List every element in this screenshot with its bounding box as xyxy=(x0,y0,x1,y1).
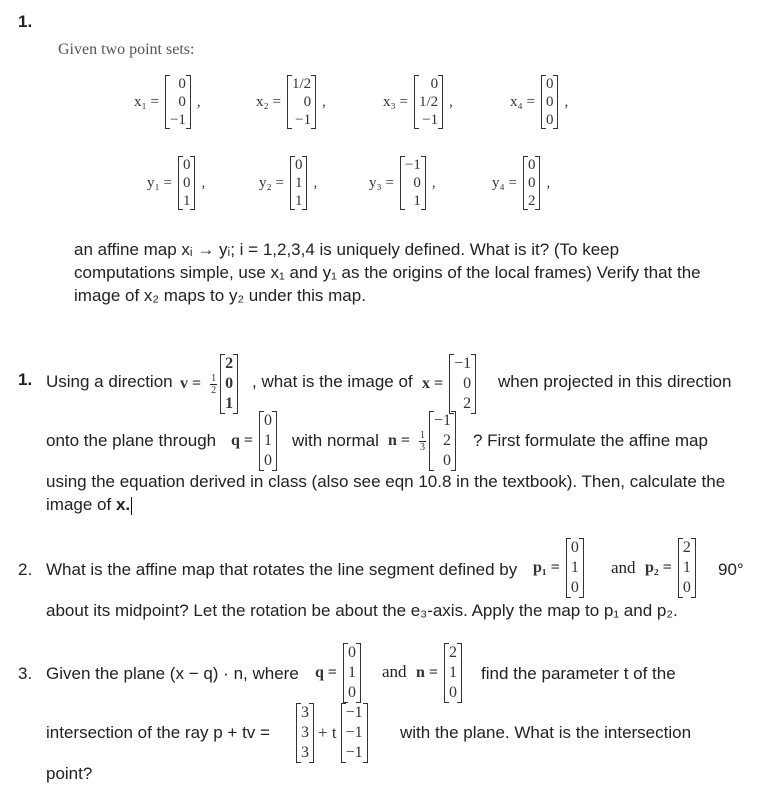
y1-component-2: 0 xyxy=(182,175,191,191)
comma: , xyxy=(449,93,453,110)
x3-equation xyxy=(383,75,453,129)
q2-text-1: What is the affine map that rotates the line segment defined by xyxy=(46,560,518,579)
q1-v-fraction-denominator: 2 xyxy=(211,384,217,396)
x3-component-2: 1/2 xyxy=(418,94,439,110)
affine-line-1: an affine map xᵢ → yᵢ; i = 1,2,3,4 is uniquely defined. What is it? (To keep xyxy=(74,240,620,259)
y3-component-1: −1 xyxy=(404,157,421,173)
q1-q-label: q = xyxy=(231,432,254,449)
comma: , xyxy=(201,174,206,191)
x3-label: x₃ = xyxy=(383,93,408,110)
q3-n-equation xyxy=(416,643,462,703)
q1-q-equation xyxy=(231,411,277,471)
q1-text-4: onto the plane through xyxy=(46,431,217,450)
x4-equation xyxy=(510,75,568,129)
q1-text-8: image of xyxy=(46,495,112,514)
comma: , xyxy=(431,174,436,191)
affine-paragraph xyxy=(74,238,754,307)
x3-component-3: −1 xyxy=(422,112,439,128)
q2-p2-vector xyxy=(678,538,696,598)
x4-component-2: 0 xyxy=(545,94,554,110)
q3-plus-t: + t xyxy=(318,723,337,742)
y4-component-3: 2 xyxy=(527,193,536,209)
q1-text-5: with normal xyxy=(292,431,379,450)
q1-n-component-2: 2 xyxy=(443,432,452,449)
q2-and-text: and xyxy=(611,558,636,577)
y2-vector xyxy=(290,156,308,210)
q1-v-vector xyxy=(220,354,238,414)
q1-q-component-3: 0 xyxy=(264,452,273,469)
x3-component-1: 0 xyxy=(430,76,439,92)
q1-v-label: v = xyxy=(180,375,202,392)
q3-q-label: q = xyxy=(315,664,338,681)
q3-q-equation xyxy=(315,643,361,703)
q3-n-component-3: 0 xyxy=(449,684,458,701)
y2-label: y₂ = xyxy=(259,174,284,191)
q1-text-6: ? First formulate the affine map xyxy=(473,431,708,450)
x2-component-3: −1 xyxy=(295,112,312,128)
q3-and-text: and xyxy=(382,662,407,681)
y2-component-3: 1 xyxy=(294,193,303,209)
y2-component-2: 1 xyxy=(294,175,303,191)
q1-v-component-2: 0 xyxy=(225,375,234,392)
x1-vector xyxy=(165,75,191,129)
x2-component-2: 0 xyxy=(303,94,312,110)
x1-equation xyxy=(134,75,201,129)
y1-vector xyxy=(178,156,196,210)
q1-text-8-x: x. xyxy=(115,495,131,514)
text-cursor xyxy=(131,497,132,515)
intro-text: Given two point sets: xyxy=(58,41,195,58)
q2-p1-label: p₁ = xyxy=(533,559,560,576)
q1-n-label: n = xyxy=(388,432,411,449)
y3-label: y₃ = xyxy=(369,174,394,191)
comma: , xyxy=(313,174,318,191)
q3-v-component-3: −1 xyxy=(345,744,363,761)
q1-n-component-1: −1 xyxy=(434,412,452,429)
x4-vector xyxy=(541,75,559,129)
q1-q-component-2: 1 xyxy=(264,432,273,449)
q1-text-3: when projected in this direction xyxy=(498,372,732,391)
y2-component-1: 0 xyxy=(294,157,303,173)
q1-v-component-1: 2 xyxy=(225,355,234,372)
question-1-number: 1. xyxy=(18,370,33,389)
comma: , xyxy=(546,174,551,191)
q1-n-fraction-numerator: 1 xyxy=(420,429,426,441)
q2-text-2: about its midpoint? Let the rotation be about the e₃-axis. Apply the map to p₁ and p₂. xyxy=(46,601,678,620)
comma: , xyxy=(564,93,569,110)
q3-p-equation xyxy=(296,703,368,763)
question-2-number: 2. xyxy=(18,560,33,579)
q3-q-component-2: 1 xyxy=(348,664,357,681)
q3-p-vector xyxy=(296,703,314,763)
q3-n-vector xyxy=(444,643,462,703)
q1-n-fraction-denominator: 3 xyxy=(420,441,426,453)
q3-n-label: n = xyxy=(416,664,439,681)
y1-component-3: 1 xyxy=(182,193,191,209)
q1-x-label: x = xyxy=(422,375,444,392)
y1-label: y₁ = xyxy=(147,174,172,191)
q1-x-component-1: −1 xyxy=(454,355,472,372)
x2-label: x₂ = xyxy=(256,93,281,110)
q3-q-component-3: 0 xyxy=(348,684,357,701)
y3-vector xyxy=(400,156,426,210)
y3-component-2: 0 xyxy=(413,175,421,191)
affine-line-2: computations simple, use x₁ and y₁ as the origins of the local frames) Verify that the xyxy=(74,263,701,282)
affine-line-3: image of x₂ maps to y₂ under this map. xyxy=(74,286,366,305)
q1-v-fraction xyxy=(210,373,217,396)
q3-p-component-2: 3 xyxy=(301,724,309,741)
q2-p2-equation xyxy=(645,538,696,598)
q3-q-vector xyxy=(343,643,361,703)
x4-component-1: 0 xyxy=(545,76,554,92)
x1-label: x₁ = xyxy=(134,93,159,110)
q1-v-component-3: 1 xyxy=(225,395,234,412)
q3-n-component-2: 1 xyxy=(449,664,458,681)
q3-text-5: point? xyxy=(46,764,93,783)
q2-p1-equation xyxy=(533,538,584,598)
x3-vector xyxy=(414,75,443,129)
q3-v-component-2: −1 xyxy=(345,724,363,741)
q3-n-component-1: 2 xyxy=(449,644,458,661)
q2-p2-component-3: 0 xyxy=(682,579,691,596)
x2-equation xyxy=(256,75,326,129)
q1-n-component-3: 0 xyxy=(443,452,452,469)
y4-label: y₄ = xyxy=(492,174,517,191)
q2-p1-vector xyxy=(566,538,584,598)
q1-v-equation xyxy=(180,354,238,414)
x2-component-1: 1/2 xyxy=(291,76,312,92)
y4-equation xyxy=(492,156,550,210)
x1-component-1: 0 xyxy=(178,76,186,92)
y4-vector xyxy=(523,156,541,210)
y4-component-2: 0 xyxy=(527,175,536,191)
q1-n-vector xyxy=(429,411,456,471)
comma: , xyxy=(196,93,201,110)
q3-text-4: with the plane. What is the intersection xyxy=(400,723,692,742)
q1-n-fraction xyxy=(419,430,426,453)
q2-p1-component-1: 0 xyxy=(570,539,579,556)
y2-equation xyxy=(259,156,317,210)
x4-component-3: 0 xyxy=(545,112,554,128)
comma: , xyxy=(322,93,326,110)
y1-equation xyxy=(147,156,205,210)
q3-p-component-3: 3 xyxy=(301,744,309,761)
q1-x-vector xyxy=(449,354,476,414)
q2-p1-component-2: 1 xyxy=(570,559,579,576)
q2-degree: 90° xyxy=(718,560,744,579)
y1-component-1: 0 xyxy=(182,157,191,173)
q3-v-vector xyxy=(341,703,368,763)
q2-p2-component-1: 2 xyxy=(682,539,691,556)
question-3-number: 3. xyxy=(18,664,33,683)
q1-text-7: using the equation derived in class (also see eqn 10.8 in the textbook). Then, calculate the xyxy=(46,472,726,491)
q3-text-1: Given the plane (x − q) · n, where xyxy=(46,664,299,683)
q1-text-8-line xyxy=(46,493,132,516)
q3-p-component-1: 3 xyxy=(301,704,309,721)
q2-p1-component-3: 0 xyxy=(570,579,579,596)
q3-v-component-1: −1 xyxy=(345,704,363,721)
y3-equation xyxy=(369,156,436,210)
q1-n-equation xyxy=(388,411,456,471)
q1-x-component-3: 2 xyxy=(463,395,472,412)
q1-x-equation xyxy=(422,354,476,414)
q2-p2-component-2: 1 xyxy=(682,559,691,576)
y4-component-1: 0 xyxy=(527,157,536,173)
x1-component-2: 0 xyxy=(178,94,186,110)
q2-p2-label: p₂ = xyxy=(645,559,672,576)
q1-v-fraction-numerator: 1 xyxy=(211,372,217,384)
q3-text-2: find the parameter t of the xyxy=(481,664,676,683)
x4-label: x₄ = xyxy=(510,93,535,110)
section-number: 1. xyxy=(18,12,33,31)
q1-x-component-2: 0 xyxy=(463,375,472,392)
q3-q-component-1: 0 xyxy=(348,644,357,661)
q1-q-vector xyxy=(259,411,277,471)
q1-q-component-1: 0 xyxy=(264,412,273,429)
x1-component-3: −1 xyxy=(169,112,186,128)
y3-component-3: 1 xyxy=(413,193,421,209)
q1-text-2: , what is the image of xyxy=(252,372,413,391)
q3-text-3: intersection of the ray p + tv = xyxy=(46,723,270,742)
x2-vector xyxy=(287,75,316,129)
q1-text-1: Using a direction xyxy=(46,372,173,391)
